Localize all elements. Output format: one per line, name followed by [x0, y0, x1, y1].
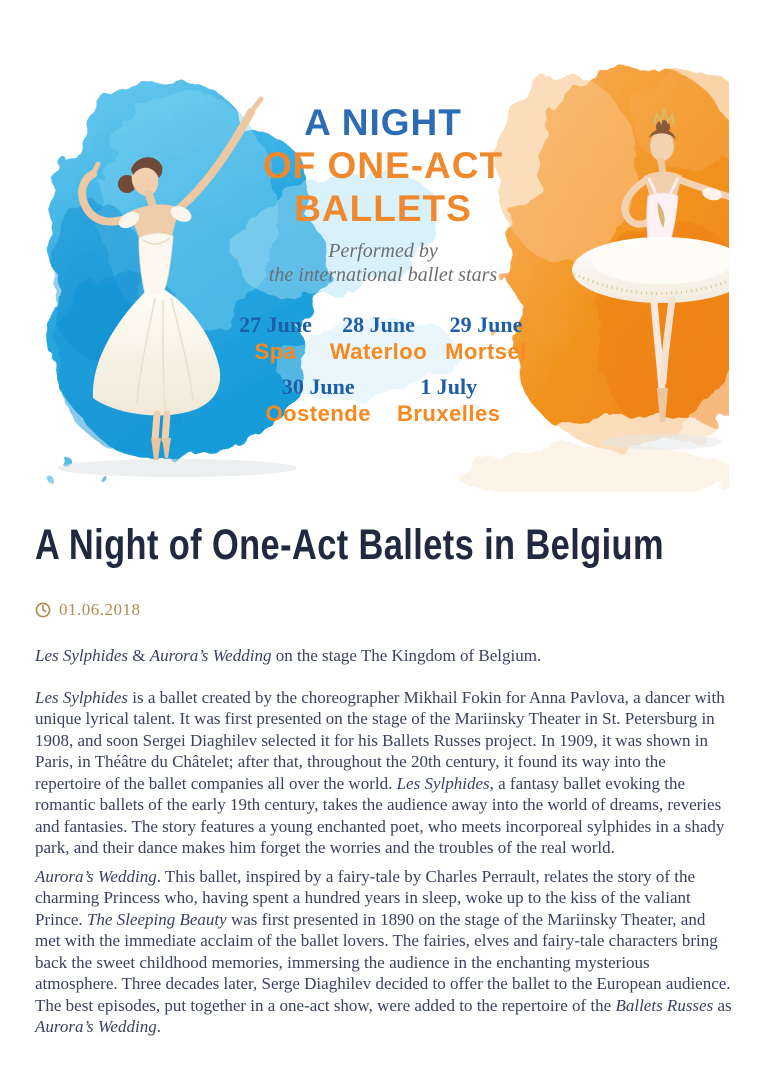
event-schedule — [173, 313, 593, 427]
article-content — [35, 521, 732, 1038]
published-date: 01.06.2018 — [59, 600, 141, 619]
page-title: A Night of One-Act Ballets in Belgium — [35, 521, 664, 569]
event-city: Oostende — [265, 401, 371, 426]
article-paragraph: Les Sylphides & Aurora’s Wedding on the stage The Kingdom of Belgium. — [35, 646, 542, 665]
banner-title-line-3: BALLETS — [294, 188, 472, 229]
event-city: Mortsel — [445, 339, 527, 364]
article-paragraph: Les Sylphides is a ballet created by the choreographer Mikhail Fokin for Anna Pavlova, a dancer with unique lyrical talent. It was first presented on the stage of the Mariinsky Theater in St. Petersburg in 1908, and soon Sergei Diaghilev selected it for his Ballets Russes project. In 1909, it was shown in Paris, in Théâtre du Châtelet; after that, throughout the 20th century, it found its way into the repertoire of the ballet companies all over the world. Les Sylphides, a fantasy ballet evoking the romantic ballets of the early 19th century, takes the audience away into the world of dreams, reveries and fantasies. The story features a young enchanted poet, who meets incorporeal sylphides in a shady park, and their dance makes him forget the worries and the troubles of the real world. — [35, 687, 725, 857]
event-waterloo — [330, 313, 427, 365]
event-date: 27 June — [239, 312, 312, 337]
floor-shadow — [602, 434, 722, 450]
event-bruxelles — [397, 375, 501, 427]
event-date: 29 June — [449, 312, 523, 337]
event-city: Bruxelles — [396, 401, 501, 426]
article-paragraph: Aurora’s Wedding. This ballet, inspired by a fairy-tale by Charles Perrault, relates the story of the charming Princess who, having spent a hundred years in sleep, woke up to the kiss of the valiant Prince. The Sleeping Beauty was first presented in 1890 on the stage of the Mariinsky Theater, and met with the immediate acclaim of the ballet lovers. The fairies, elves and fairy-tale characters bring back the sweet childhood memories, immersing the audience in the enchanting mysterious atmosphere. Three decades later, Serge Diaghilev decided to offer the ballet to the European audience. The best episodes, put together in a one-act show, were added to the repertoire of the Ballets Russes as Aurora’s Wedding. — [35, 866, 732, 1036]
banner-title-line-2: OF ONE-ACT — [262, 145, 504, 186]
banner-title — [173, 101, 593, 230]
banner-subtitle-line-2: the international ballet stars — [268, 264, 498, 286]
floor-shadow — [57, 459, 297, 477]
banner-subtitle-line-1: Performed by — [328, 240, 438, 262]
event-spa — [239, 313, 312, 365]
event-date: 1 July — [420, 374, 478, 399]
event-date: 28 June — [342, 312, 415, 337]
event-city: Waterloo — [329, 339, 428, 364]
event-city: Spa — [254, 339, 297, 364]
publish-meta — [35, 600, 732, 620]
article-body — [35, 645, 732, 1038]
clock-icon — [35, 602, 51, 618]
banner-text-block — [173, 30, 593, 427]
event-date: 30 June — [281, 374, 355, 399]
banner-subtitle — [173, 239, 593, 287]
event-oostende — [265, 375, 370, 427]
event-mortsel — [445, 313, 527, 365]
banner-title-line-1: A NIGHT — [304, 102, 462, 143]
hero-banner — [37, 30, 729, 492]
